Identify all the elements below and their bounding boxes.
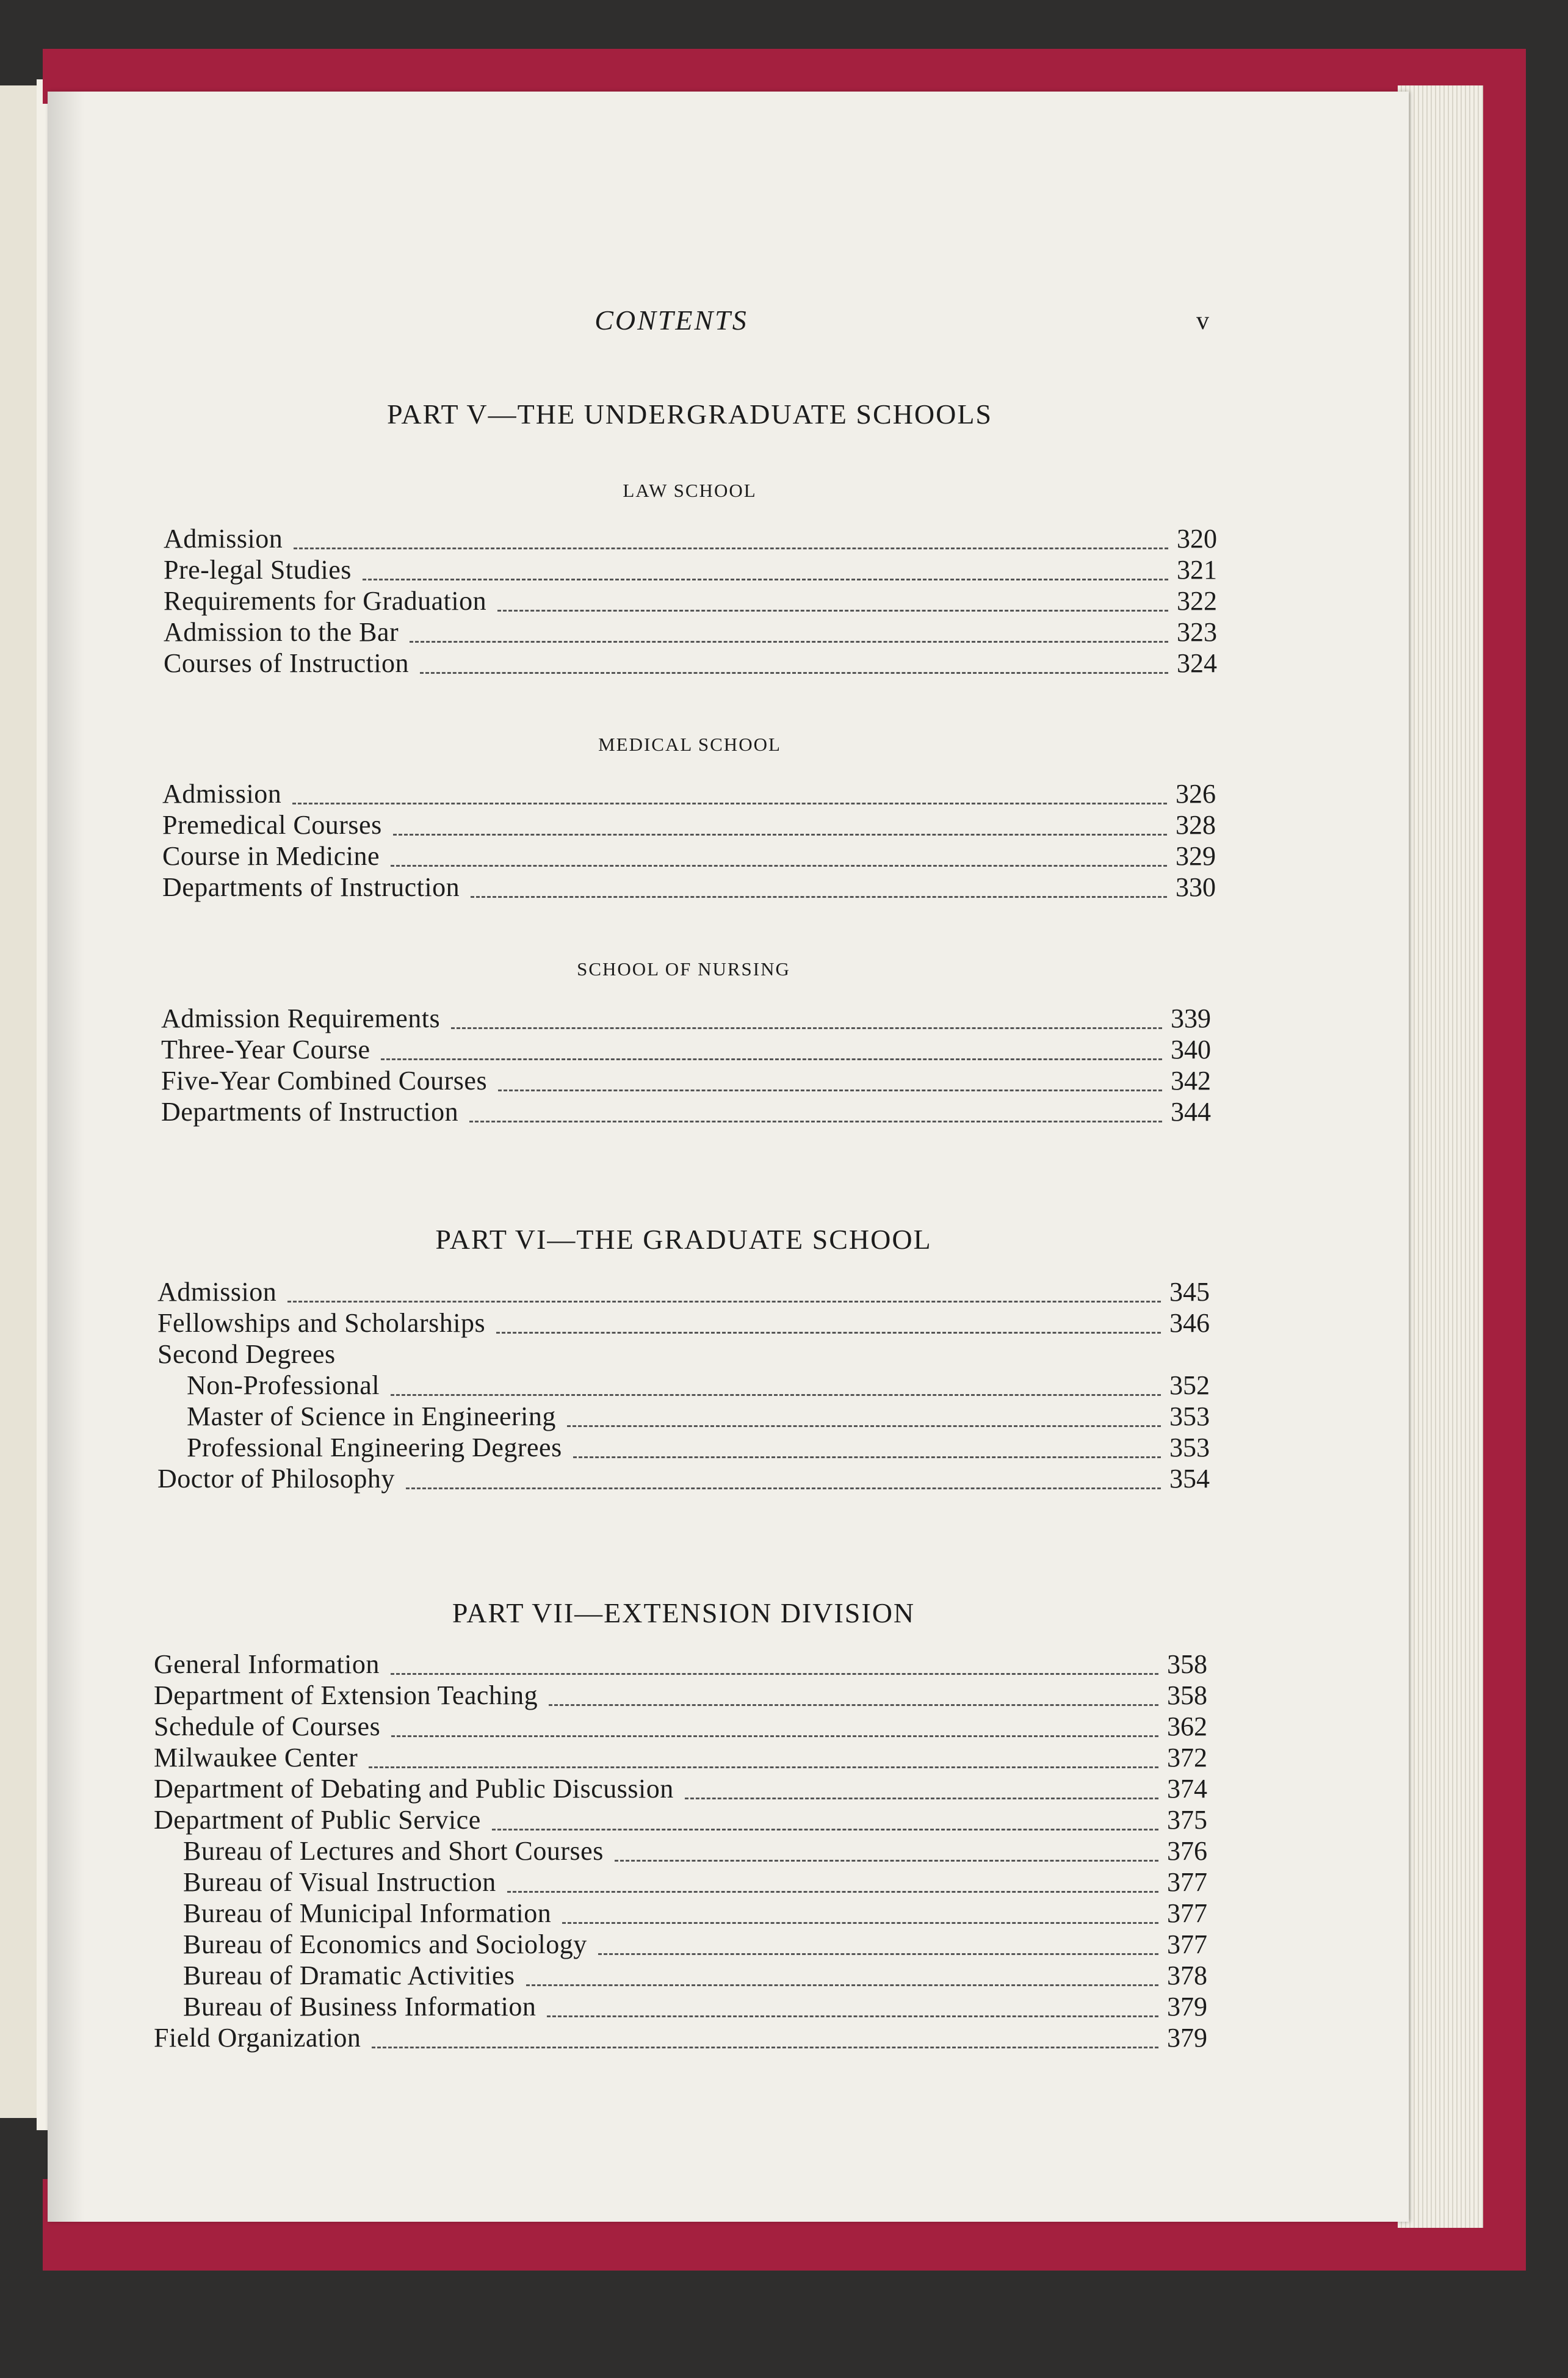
entry-page-number: 374 [1167,1774,1207,1804]
toc-entry[interactable] [162,871,1216,904]
dot-leader [372,2047,1158,2048]
dot-leader [549,1704,1158,1706]
entry-page-number: 353 [1169,1401,1210,1431]
entry-label: Premedical Courses [162,810,382,840]
entry-label: Course in Medicine [162,841,380,871]
dot-leader [363,579,1168,580]
toc-entry[interactable] [183,1959,1207,1992]
entry-page-number: 362 [1167,1711,1207,1741]
entry-page-number: 329 [1176,841,1216,871]
entry-label: Bureau of Economics and Sociology [183,1929,587,1959]
running-title: CONTENTS [594,305,748,336]
dot-leader [451,1027,1162,1029]
toc-entry[interactable] [161,1033,1211,1066]
toc-entry[interactable] [154,1679,1207,1712]
dot-leader [294,548,1168,549]
entry-label: Fellowships and Scholarships [157,1308,486,1338]
entry-label: Three-Year Course [161,1035,370,1064]
part-heading: PART VII—EXTENSION DIVISION [452,1597,916,1628]
toc-entry[interactable] [164,554,1217,587]
toc-entry[interactable] [161,1064,1211,1097]
toc-entry[interactable] [162,809,1216,842]
dot-leader [391,1735,1158,1737]
entry-page-number: 323 [1177,617,1217,647]
entry-label: Bureau of Dramatic Activities [183,1961,515,1990]
entry-page-number: 372 [1167,1743,1207,1773]
entry-label: Bureau of Business Information [183,1992,537,2022]
entry-page-number: 340 [1171,1035,1211,1064]
entry-label: Admission [157,1277,277,1307]
toc-entry[interactable] [161,1096,1211,1129]
entry-page-number: 377 [1167,1867,1207,1897]
entry-label: Courses of Instruction [164,648,410,678]
dot-leader [391,1673,1158,1675]
dot-leader [287,1301,1161,1303]
dot-leader [547,2015,1158,2017]
toc-entry[interactable] [187,1400,1210,1433]
toc-entry[interactable] [164,616,1217,649]
entry-page-number: 339 [1171,1003,1211,1033]
entry-page-number: 358 [1167,1649,1207,1679]
dot-leader [567,1425,1161,1427]
dot-leader [498,1090,1162,1091]
toc-entry[interactable] [187,1369,1210,1402]
toc-entry[interactable] [154,1804,1207,1837]
entry-label: Admission [162,779,282,809]
dot-leader [497,610,1168,612]
entry-label: Schedule of Courses [154,1711,381,1741]
entry-page-number: 377 [1167,1898,1207,1928]
toc-entry[interactable] [164,647,1217,680]
dot-leader [496,1332,1161,1334]
toc-entry[interactable] [154,1648,1207,1681]
entry-label: Bureau of Visual Instruction [183,1867,496,1897]
dot-leader [598,1953,1158,1955]
entry-label: Department of Debating and Public Discussion [154,1774,674,1804]
toc-entry[interactable] [164,585,1217,618]
toc-entry[interactable] [157,1462,1210,1495]
dot-leader [471,896,1167,898]
entry-page-number: 378 [1167,1961,1207,1990]
entry-label: Departments of Instruction [162,872,460,902]
entry-page-number: 379 [1167,1992,1207,2022]
toc-entry[interactable] [162,778,1216,811]
entry-label: Second Degrees [157,1339,336,1369]
entry-page-number: 352 [1169,1370,1210,1400]
toc-entry[interactable] [154,1741,1207,1774]
toc-entry[interactable] [183,1897,1207,1930]
entry-label: Non-Professional [187,1370,380,1400]
entry-label: Department of Extension Teaching [154,1680,538,1710]
toc-entry[interactable] [154,2022,1207,2055]
dot-leader [573,1456,1161,1458]
entry-page-number: 321 [1177,555,1217,585]
toc-entry[interactable] [187,1431,1210,1464]
section-heading: MEDICAL SCHOOL [598,734,781,755]
section-heading: LAW SCHOOL [623,480,757,501]
entry-page-number: 326 [1176,779,1216,809]
entry-label: Professional Engineering Degrees [187,1433,562,1462]
dot-leader [393,834,1167,836]
dot-leader [492,1829,1158,1830]
entry-label: Admission [164,524,283,554]
dot-leader [615,1860,1158,1862]
entry-page-number: 322 [1177,586,1217,616]
entry-page-number: 377 [1167,1929,1207,1959]
toc-entry-heading [157,1338,1210,1371]
entry-page-number: 342 [1171,1066,1211,1096]
dot-leader [410,641,1168,643]
entry-page-number: 344 [1171,1097,1211,1127]
part-heading: PART V—THE UNDERGRADUATE SCHOOLS [387,399,992,430]
dot-leader [562,1922,1158,1924]
entry-page-number: 345 [1169,1277,1210,1307]
dot-leader [391,1394,1161,1396]
toc-entry[interactable] [157,1276,1210,1309]
dot-leader [469,1121,1162,1122]
dot-leader [526,1984,1158,1986]
entry-label: Five-Year Combined Courses [161,1066,488,1096]
entry-page-number: 376 [1167,1836,1207,1866]
dot-leader [420,672,1168,674]
entry-label: Milwaukee Center [154,1743,358,1773]
entry-label: General Information [154,1649,380,1679]
dot-leader [381,1058,1162,1060]
section-heading: SCHOOL OF NURSING [577,958,790,980]
page-folio: v [1196,307,1209,335]
entry-label: Admission Requirements [161,1003,441,1033]
entry-label: Requirements for Graduation [164,586,487,616]
entry-label: Master of Science in Engineering [187,1401,556,1431]
entry-label: Field Organization [154,2023,361,2053]
toc-entry[interactable] [154,1773,1207,1805]
entry-label: Admission to the Bar [164,617,399,647]
dot-leader [391,865,1167,867]
entry-page-number: 353 [1169,1433,1210,1462]
entry-label: Departments of Instruction [161,1097,459,1127]
entry-page-number: 328 [1176,810,1216,840]
entry-page-number: 320 [1177,524,1217,554]
entry-page-number: 375 [1167,1805,1207,1835]
dot-leader [685,1798,1158,1799]
entry-label: Bureau of Lectures and Short Courses [183,1836,604,1866]
toc-entry[interactable] [183,1928,1207,1961]
entry-page-number: 324 [1177,648,1217,678]
dot-leader [292,803,1167,804]
toc-entry[interactable] [183,1866,1207,1899]
toc-entry[interactable] [161,1002,1211,1035]
entry-page-number: 358 [1167,1680,1207,1710]
toc-entry[interactable] [162,840,1216,873]
dot-leader [369,1766,1158,1768]
toc-entry[interactable] [154,1710,1207,1743]
toc-entry[interactable] [183,1835,1207,1868]
toc-entry[interactable] [157,1307,1210,1340]
part-heading: PART VI—THE GRADUATE SCHOOL [435,1224,932,1255]
dot-leader [406,1487,1161,1489]
entry-page-number: 346 [1169,1308,1210,1338]
entry-label: Department of Public Service [154,1805,481,1835]
toc-entry[interactable] [183,1990,1207,2023]
toc-entry[interactable] [164,522,1217,555]
entry-label: Bureau of Municipal Information [183,1898,552,1928]
entry-label: Doctor of Philosophy [157,1464,395,1494]
entry-label: Pre-legal Studies [164,555,352,585]
entry-page-number: 379 [1167,2023,1207,2053]
entry-page-number: 354 [1169,1464,1210,1494]
entry-page-number: 330 [1176,872,1216,902]
dot-leader [507,1891,1158,1893]
